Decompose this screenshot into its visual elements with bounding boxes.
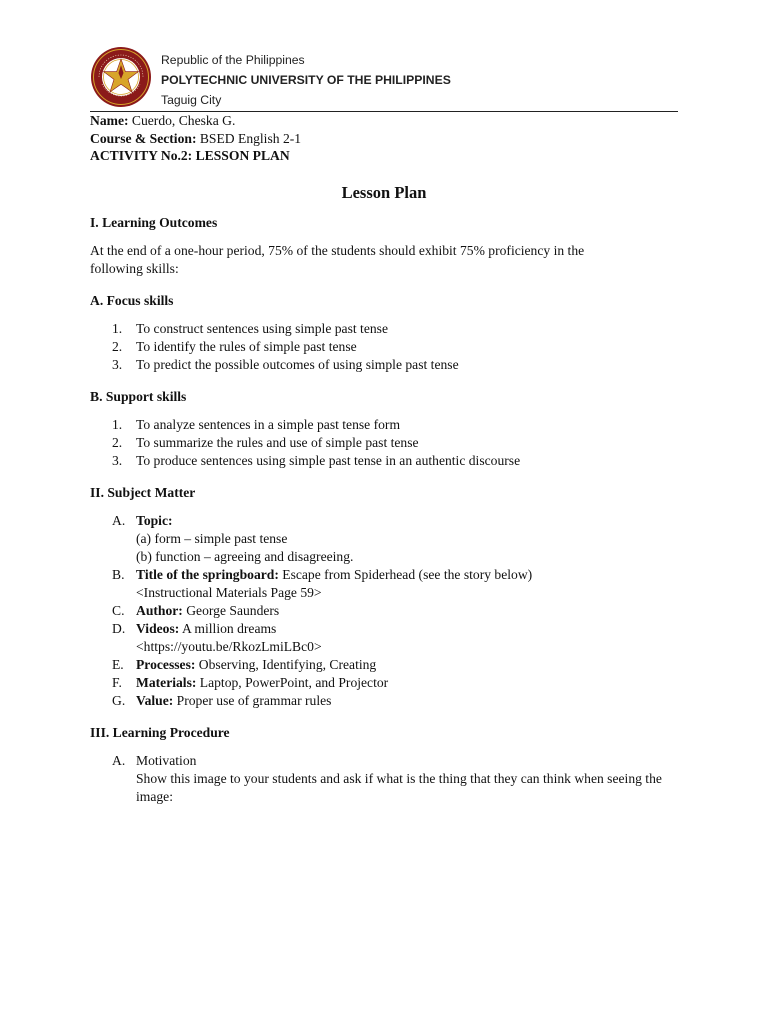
- name-line: [90, 112, 690, 130]
- list-item: 3. To produce sentences using simple past tense in an authentic discourse: [112, 452, 521, 468]
- section-heading-learning-procedure: III. Learning Procedure: [90, 724, 230, 740]
- org-line-university: POLYTECHNIC UNIVERSITY OF THE PHILIPPINES: [161, 73, 451, 87]
- section-heading-support-skills: B. Support skills: [90, 388, 187, 404]
- document-header: [90, 46, 678, 112]
- course-line: [90, 130, 690, 148]
- university-seal-icon: [90, 46, 152, 108]
- name-value: Cuerdo, Cheska G.: [128, 113, 236, 128]
- list-item: 1. To construct sentences using simple past tense: [112, 320, 388, 336]
- list-item: E. Processes: Observing, Identifying, Creating: [112, 656, 377, 672]
- student-info: [90, 112, 690, 165]
- focus-skills-list: [90, 320, 690, 374]
- list-item: G. Value: Proper use of grammar rules: [112, 692, 332, 708]
- list-item: B. Title of the springboard: Escape from Spiderhead (see the story below) <Instructional Materials Page 59>: [112, 566, 533, 600]
- list-item: 2. To identify the rules of simple past tense: [112, 338, 357, 354]
- list-item: 1. To analyze sentences in a simple past tense form: [112, 416, 401, 432]
- section-heading-subject-matter: II. Subject Matter: [90, 484, 196, 500]
- name-label: Name:: [90, 113, 129, 128]
- list-item: 2. To summarize the rules and use of simple past tense: [112, 434, 419, 450]
- document-body: [90, 112, 690, 806]
- list-item: D. Videos: A million dreams <https://youtu.be/RkozLmiLBc0>: [112, 620, 322, 654]
- course-value: BSED English 2-1: [196, 130, 302, 146]
- list-item: C. Author: George Saunders: [112, 602, 280, 618]
- subject-matter-list: [90, 512, 690, 710]
- list-item: F. Materials: Laptop, PowerPoint, and Projector: [112, 674, 389, 690]
- outcomes-intro: At the end of a one-hour period, 75% of the students should exhibit 75% proficiency in the following skills:: [90, 242, 585, 276]
- course-label: Course & Section:: [90, 130, 197, 146]
- list-item: A. Motivation Show this image to your students and ask if what is the thing that they can think when seeing the image:: [112, 752, 662, 804]
- org-line-city: Taguig City: [161, 93, 222, 107]
- section-heading-focus-skills: A. Focus skills: [90, 292, 174, 308]
- list-item: 3. To predict the possible outcomes of using simple past tense: [112, 356, 459, 372]
- org-line-republic: Republic of the Philippines: [161, 53, 305, 67]
- document-title: Lesson Plan: [341, 182, 427, 202]
- section-heading-learning-outcomes: I. Learning Outcomes: [90, 214, 218, 230]
- learning-procedure-list: [90, 752, 690, 806]
- organization-block: [161, 50, 451, 110]
- list-item: A. Topic: (a) form – simple past tense (b) function – agreeing and disagreeing.: [112, 512, 354, 564]
- activity-line: ACTIVITY No.2: LESSON PLAN: [90, 148, 290, 163]
- support-skills-list: [90, 416, 690, 470]
